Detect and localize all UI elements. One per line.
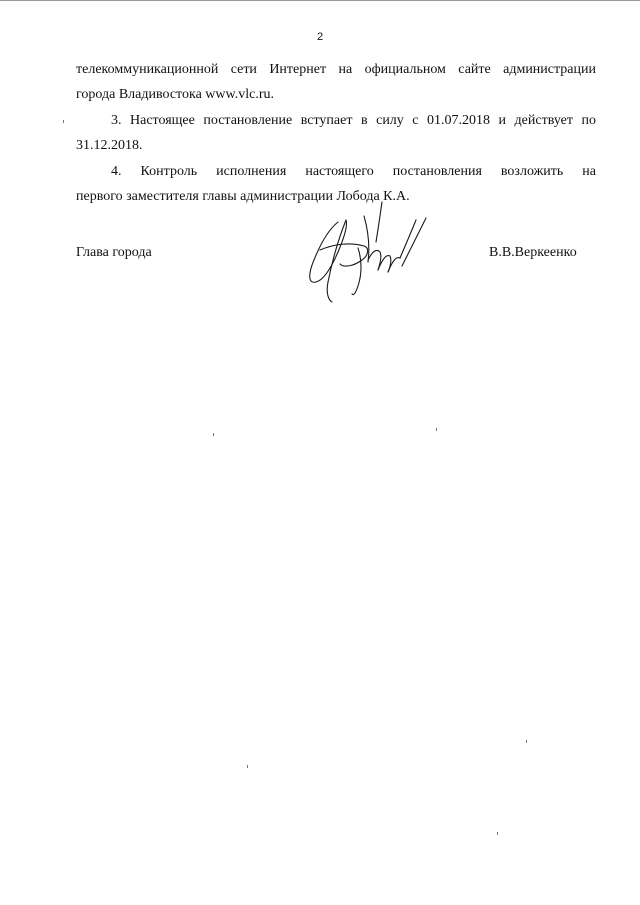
paragraph-line: 31.12.2018. [76,138,143,153]
handwritten-signature [298,190,448,310]
scan-speck [497,832,498,835]
signatory-title: Глава города [76,245,152,260]
scan-speck [63,120,64,123]
paragraph-line: 3. Настоящее постановление вступает в силу с 01.07.2018 и действует по [111,113,596,128]
page-number: 2 [316,31,324,43]
paragraph-line: первого заместителя главы администрации Лобода К.А. [76,189,410,204]
paragraph-line: 4. Контроль исполнения настоящего постановления возложить на [111,164,596,179]
scan-speck [213,433,214,436]
signatory-name: В.В.Веркеенко [489,245,577,260]
paragraph-line: города Владивостока www.vlc.ru. [76,87,274,102]
paragraph-effective-date [76,108,596,158]
scan-speck [247,765,248,768]
paragraph-line: телекоммуникационной сети Интернет на официальном сайте администрации [76,62,596,77]
scan-speck [436,428,437,431]
paragraph-publication [76,57,596,107]
top-border [0,0,640,1]
scan-speck [526,740,527,743]
